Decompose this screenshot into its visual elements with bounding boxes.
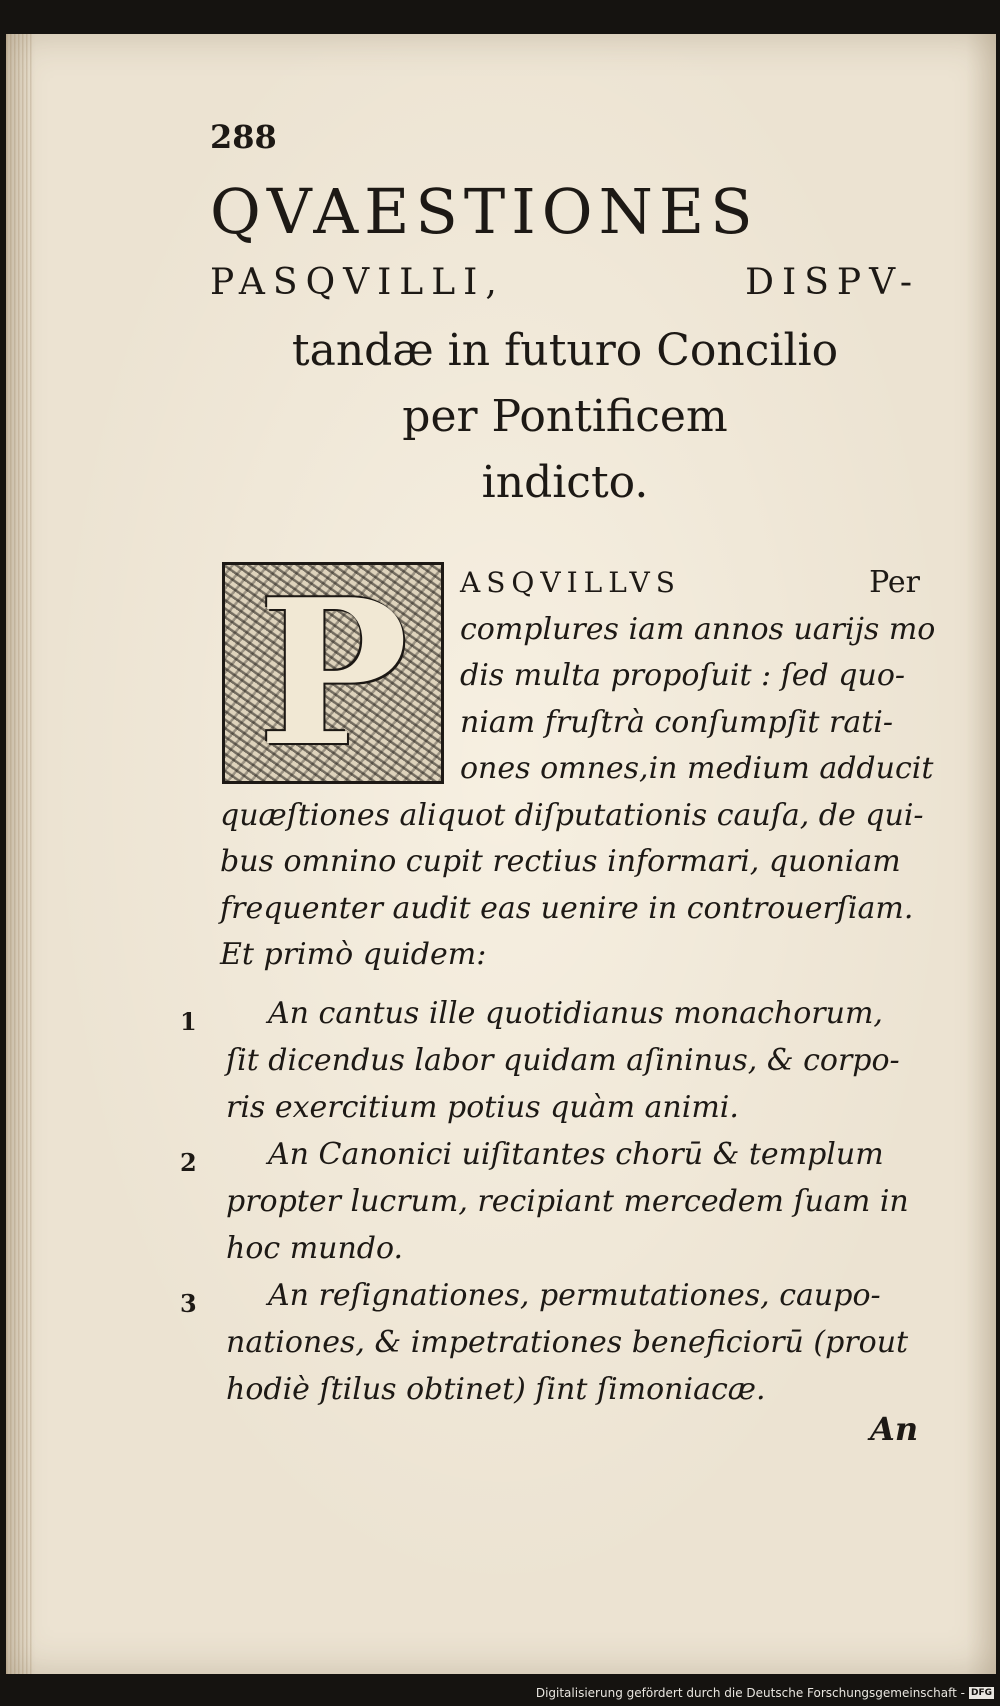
dfg-logo: DFG	[970, 1688, 992, 1698]
question-number: 3	[180, 1289, 197, 1318]
question-line: An reſignationes, permutationes, caupo-	[268, 1278, 881, 1313]
subtitle-line: tandæ in futuro Concilio	[291, 325, 839, 376]
title-line-2-right: DISPV-	[745, 262, 920, 303]
question-line: An cantus ille quotidianus monachorum,	[268, 996, 883, 1031]
initial-letter: P	[257, 562, 409, 784]
question-line: ris exercitium potius quàm animi.	[226, 1090, 739, 1125]
question-item	[180, 1131, 920, 1272]
question-line: ſit dicendus labor quidam aſininus, & corpo-	[226, 1043, 900, 1078]
subtitle-line: per Pontificem	[402, 391, 728, 442]
catchword: An	[870, 1410, 919, 1448]
title-line-2	[210, 262, 920, 303]
text-line: Et primò quidem:	[220, 937, 487, 972]
question-line: nationes, & impetrationes beneficiorū (prout	[226, 1325, 909, 1360]
question-number: 1	[180, 1007, 197, 1036]
title-line-2-left: PASQVILLI,	[210, 262, 505, 303]
first-line-rest: Per	[869, 565, 920, 600]
page-number: 288	[210, 118, 277, 156]
first-line-caps: ASQVILLVS	[460, 566, 681, 599]
text-line	[220, 560, 920, 607]
text-line: complures iam annos uarijs mo	[460, 611, 936, 647]
subtitle	[210, 318, 920, 516]
question-line: hoc mundo.	[226, 1231, 404, 1266]
text-line: ones omnes,in medium adducit	[460, 751, 934, 786]
subtitle-line: indicto.	[481, 457, 649, 508]
question-line: An Canonici uiſitantes chorū & templum	[268, 1137, 884, 1172]
text-line: dis multa propoſuit : ſed quo-	[460, 658, 906, 693]
question-line: propter lucrum, recipiant mercedem ſuam in	[226, 1184, 909, 1219]
intro-paragraph	[220, 560, 936, 979]
digitization-credit	[536, 1686, 994, 1700]
text-line: frequenter audit eas uenire in controuerſiam.	[220, 890, 914, 926]
page-edges	[6, 34, 34, 1674]
text-line: bus omnino cupit rectius informari, quoniam	[220, 844, 901, 879]
question-line: hodiè ſtilus obtinet) ſint ſimoniacæ.	[226, 1372, 766, 1407]
text-line: quæſtiones aliquot diſputationis cauſa, de qui-	[220, 797, 924, 833]
question-number: 2	[180, 1148, 197, 1177]
question-item	[180, 1272, 920, 1413]
question-list	[180, 990, 920, 1413]
title-line-1: QVAESTIONES	[210, 175, 759, 248]
credit-text: Digitalisierung gefördert durch die Deutsche Forschungsgemeinschaft -	[535, 1686, 965, 1700]
question-item	[180, 990, 920, 1131]
text-line: niam fruſtrà conſumpſit rati-	[460, 704, 894, 740]
